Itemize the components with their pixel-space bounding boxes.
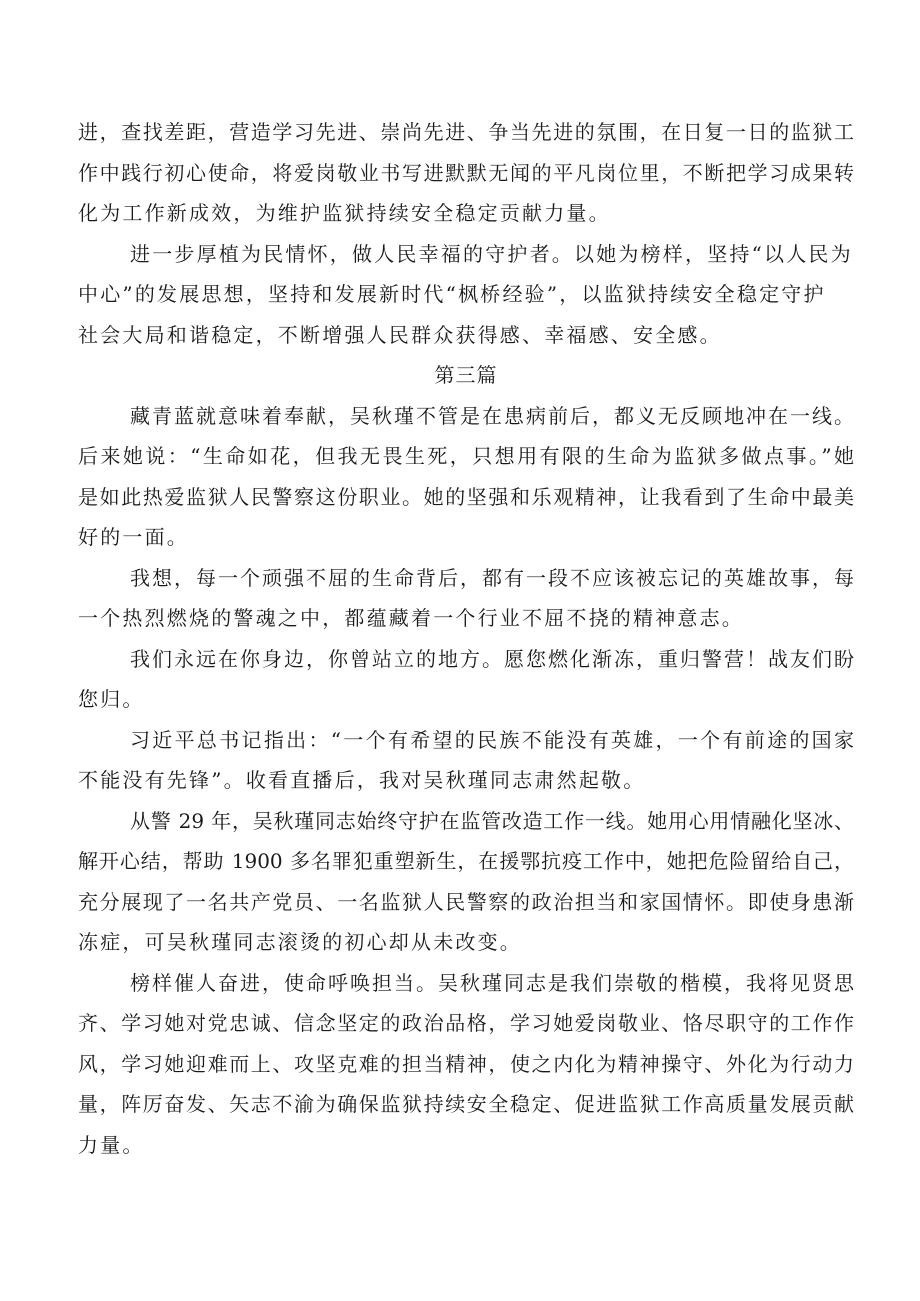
text-line: 齐、学习她对党忠诚、信念坚定的政治品格，学习她爱岗敬业、恪尽职守的工作作 — [78, 1011, 854, 1035]
text-line: 藏青蓝就意味着奉献，吴秋瑾不管是在患病前后，都义无反顾地冲在一线。 — [130, 403, 854, 428]
text-line: 您归。 — [78, 687, 145, 711]
paragraph — [78, 234, 854, 356]
text-line: 充分展现了一名共产党员、一名监狱人民警察的政治担当和家国情怀。即使身患渐 — [78, 889, 854, 914]
paragraph — [78, 396, 854, 558]
document-page — [78, 112, 854, 1165]
paragraph — [78, 112, 854, 234]
paragraph — [78, 558, 854, 639]
text-line: 我们永远在你身边，你曾站立的地方。愿您燃化渐冻，重归警营！战友们盼 — [130, 646, 854, 671]
text-line: 是如此热爱监狱人民警察这份职业。她的坚强和乐观精神，让我看到了生命中最美 — [78, 484, 854, 509]
text-line: 社会大局和谐稳定，不断增强人民群众获得感、幸福感、安全感。 — [78, 322, 722, 347]
text-line: 冻症，可吴秋瑾同志滚烫的初心却从未改变。 — [78, 930, 522, 954]
text-line: 习近平总书记指出：“一个有希望的民族不能没有英雄，一个有前途的国家 — [130, 727, 854, 752]
text-line: 进一步厚植为民情怀，做人民幸福的守护者。以她为榜样，坚持“以人民为 — [130, 241, 853, 266]
text-line: 进，查找差距，营造学习先进、崇尚先进、争当先进的氛围，在日复一日的监狱工 — [78, 120, 854, 144]
text-line: 力量。 — [78, 1132, 145, 1157]
paragraph — [78, 963, 854, 1166]
text-line: 榜样催人奋进，使命呼唤担当。吴秋瑾同志是我们崇敬的楷模，我将见贤思 — [130, 970, 854, 995]
paragraph — [78, 639, 854, 720]
paragraph — [78, 801, 854, 963]
paragraph — [78, 720, 854, 801]
text-line: 后来她说：“生命如花，但我无畏生死，只想用有限的生命为监狱多做点事。”她 — [78, 444, 854, 468]
text-line: 一个热烈燃烧的警魂之中，都蕴藏着一个行业不屈不挠的精神意志。 — [78, 606, 744, 630]
text-line: 中心”的发展思想，坚持和发展新时代“枫桥经验”，以监狱持续安全稳定守护 — [78, 282, 826, 306]
text-line: 我想，每一个顽强不屈的生命背后，都有一段不应该被忘记的英雄故事，每 — [130, 565, 854, 590]
text-line: 风，学习她迎难而上、攻坚克难的担当精神，使之内化为精神操守、外化为行动力 — [78, 1051, 854, 1076]
text-line: 作中践行初心使命，将爱岗敬业书写进默默无闻的平凡岗位里，不断把学习成果转 — [78, 160, 854, 185]
text-line: 解开心结，帮助 1900 多名罪犯重塑新生，在援鄂抗疫工作中，她把危险留给自己， — [78, 849, 854, 873]
text-line: 好的一面。 — [78, 525, 189, 549]
text-line: 不能没有先锋”。收看直播后，我对吴秋瑾同志肃然起敬。 — [78, 768, 646, 792]
text-line: 量，阵厉奋发、矢志不渝为确保监狱持续安全稳定、促进监狱工作高质量发展贡献 — [78, 1092, 854, 1116]
section-title: 第三篇 — [434, 363, 498, 387]
text-line: 从警 29 年，吴秋瑾同志始终守护在监管改造工作一线。她用心用情融化坚冰、 — [130, 808, 854, 833]
text-line: 化为工作新成效，为维护监狱持续安全稳定贡献力量。 — [78, 201, 611, 225]
